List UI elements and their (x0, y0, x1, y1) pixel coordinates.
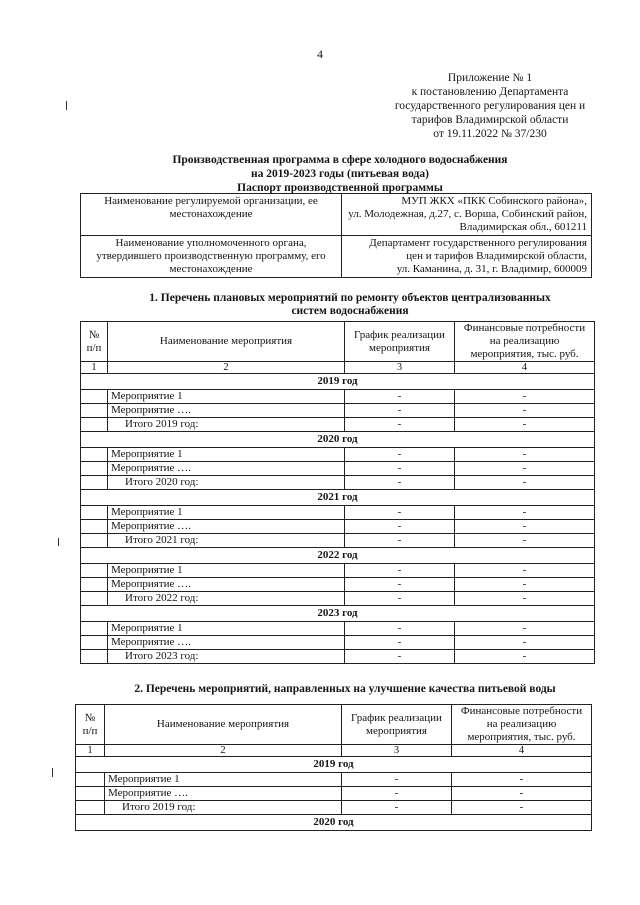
measure-name-cell: Мероприятие 1 (105, 773, 342, 787)
column-header: График реализации мероприятия (345, 322, 455, 362)
column-number-row (76, 745, 592, 757)
row-number-cell (81, 650, 108, 664)
column-number: 4 (452, 745, 592, 757)
table-row (81, 448, 595, 462)
passport-row (81, 194, 592, 236)
total-name-cell: Итого 2022 год: (108, 592, 345, 606)
section2-table-body (76, 705, 592, 831)
schedule-cell: - (345, 448, 455, 462)
passport-title: Паспорт производственной программы (237, 182, 443, 194)
passport-value-line: ул. Каманина, д. 31, г. Владимир, 600009 (396, 263, 587, 275)
schedule-cell: - (345, 650, 455, 664)
section1-table-body (81, 322, 595, 664)
total-name-cell: Итого 2020 год: (108, 476, 345, 490)
table-row (81, 650, 595, 664)
scan-mark (66, 101, 67, 110)
column-header: № п/п (81, 322, 108, 362)
row-number-cell (76, 787, 105, 801)
section2-title: 2. Перечень мероприятий, направленных на улучшение качества питьевой воды (134, 683, 556, 695)
measure-name-cell: Мероприятие …. (108, 636, 345, 650)
row-number-cell (76, 773, 105, 787)
table-row (81, 418, 595, 432)
finance-cell: - (455, 418, 595, 432)
year-label: 2022 год (81, 548, 595, 564)
finance-cell: - (455, 578, 595, 592)
year-row (81, 548, 595, 564)
passport-label: Наименование регулируемой организации, ее местонахождение (81, 194, 342, 236)
row-number-cell (81, 404, 108, 418)
passport-value-line: ул. Молодежная, д.27, с. Ворша, Собинский район, (348, 208, 587, 220)
table-header-row (76, 705, 592, 745)
year-row (81, 432, 595, 448)
finance-cell: - (455, 476, 595, 490)
appendix-line: государственного регулирования цен и (394, 100, 586, 112)
measure-name-cell: Мероприятие 1 (108, 448, 345, 462)
table-row (81, 462, 595, 476)
table-row (81, 476, 595, 490)
total-name-cell: Итого 2023 год: (108, 650, 345, 664)
year-label: 2020 год (81, 432, 595, 448)
schedule-cell: - (345, 418, 455, 432)
measure-name-cell: Мероприятие …. (108, 462, 345, 476)
finance-cell: - (455, 448, 595, 462)
passport-label: Наименование уполномоченного органа, утвердившего производственную программу, его местонахождение (81, 236, 342, 278)
finance-cell: - (455, 650, 595, 664)
program-title (60, 153, 620, 195)
schedule-cell: - (345, 462, 455, 476)
row-number-cell (81, 448, 108, 462)
scan-mark (52, 768, 53, 777)
passport-value-line: Владимирская обл., 601211 (459, 221, 587, 233)
year-row (81, 606, 595, 622)
row-number-cell (81, 564, 108, 578)
table-row (81, 390, 595, 404)
year-label: 2020 год (76, 815, 592, 831)
table-row (81, 564, 595, 578)
table-row (81, 622, 595, 636)
column-number-row (81, 362, 595, 374)
year-row (76, 815, 592, 831)
row-number-cell (81, 622, 108, 636)
column-number: 1 (76, 745, 105, 757)
finance-cell: - (455, 506, 595, 520)
row-number-cell (81, 506, 108, 520)
schedule-cell: - (345, 520, 455, 534)
total-name-cell: Итого 2019 год: (105, 801, 342, 815)
section1-title-line: систем водоснабжения (291, 305, 409, 317)
finance-cell: - (455, 636, 595, 650)
program-title-line: Производственная программа в сфере холодного водоснабжения (172, 154, 508, 166)
row-number-cell (81, 534, 108, 548)
appendix-line: от 19.11.2022 № 37/230 (433, 128, 547, 140)
section1-title (120, 292, 580, 318)
column-header: № п/п (76, 705, 105, 745)
year-row (81, 490, 595, 506)
year-label: 2023 год (81, 606, 595, 622)
table-row (81, 506, 595, 520)
finance-cell: - (455, 564, 595, 578)
passport-row (81, 236, 592, 278)
year-label: 2021 год (81, 490, 595, 506)
finance-cell: - (452, 787, 592, 801)
row-number-cell (81, 636, 108, 650)
table-row (81, 534, 595, 548)
row-number-cell (81, 592, 108, 606)
schedule-cell: - (345, 506, 455, 520)
column-header: Наименование мероприятия (105, 705, 342, 745)
table-row (76, 801, 592, 815)
table-row (81, 520, 595, 534)
finance-cell: - (455, 534, 595, 548)
schedule-cell: - (345, 404, 455, 418)
row-number-cell (81, 390, 108, 404)
measure-name-cell: Мероприятие 1 (108, 390, 345, 404)
page-number: 4 (317, 47, 323, 61)
schedule-cell: - (345, 578, 455, 592)
table-row (81, 404, 595, 418)
scan-mark (58, 538, 59, 546)
year-label: 2019 год (81, 374, 595, 390)
year-label: 2019 год (76, 757, 592, 773)
column-number: 1 (81, 362, 108, 374)
appendix-line: к постановлению Департамента (411, 86, 569, 98)
finance-cell: - (452, 801, 592, 815)
finance-cell: - (455, 404, 595, 418)
finance-cell: - (455, 390, 595, 404)
table-row (76, 773, 592, 787)
table-row (81, 592, 595, 606)
row-number-cell (81, 462, 108, 476)
column-number: 3 (342, 745, 452, 757)
column-number: 3 (345, 362, 455, 374)
measure-name-cell: Мероприятие 1 (108, 564, 345, 578)
column-header: Наименование мероприятия (108, 322, 345, 362)
row-number-cell (81, 418, 108, 432)
total-name-cell: Итого 2019 год: (108, 418, 345, 432)
column-number: 2 (108, 362, 345, 374)
table-header-row (81, 322, 595, 362)
schedule-cell: - (345, 636, 455, 650)
row-number-cell (81, 476, 108, 490)
column-header: Финансовые потребности на реализацию мероприятия, тыс. руб. (452, 705, 592, 745)
schedule-cell: - (345, 622, 455, 636)
table-row (76, 787, 592, 801)
schedule-cell: - (342, 787, 452, 801)
year-row (76, 757, 592, 773)
program-title-line: на 2019-2023 годы (питьевая вода) (251, 168, 429, 180)
passport-value-line: МУП ЖКХ «ПКК Собинского района», (401, 195, 587, 207)
passport-value (342, 194, 592, 236)
measure-name-cell: Мероприятие …. (108, 578, 345, 592)
row-number-cell (76, 801, 105, 815)
passport-table (80, 193, 592, 278)
appendix-header (380, 71, 600, 141)
column-number: 2 (105, 745, 342, 757)
finance-cell: - (455, 592, 595, 606)
schedule-cell: - (345, 534, 455, 548)
measure-name-cell: Мероприятие 1 (108, 622, 345, 636)
schedule-cell: - (345, 476, 455, 490)
finance-cell: - (455, 520, 595, 534)
row-number-cell (81, 578, 108, 592)
schedule-cell: - (342, 801, 452, 815)
schedule-cell: - (342, 773, 452, 787)
measure-name-cell: Мероприятие …. (105, 787, 342, 801)
measure-name-cell: Мероприятие …. (108, 404, 345, 418)
appendix-line: тарифов Владимирской области (411, 114, 569, 126)
table-row (81, 636, 595, 650)
schedule-cell: - (345, 592, 455, 606)
passport-value-line: цен и тарифов Владимирской области, (406, 250, 587, 262)
finance-cell: - (452, 773, 592, 787)
total-name-cell: Итого 2021 год: (108, 534, 345, 548)
passport-value (342, 236, 592, 278)
row-number-cell (81, 520, 108, 534)
measure-name-cell: Мероприятие 1 (108, 506, 345, 520)
column-header: График реализации мероприятия (342, 705, 452, 745)
finance-cell: - (455, 462, 595, 476)
section2-table (75, 704, 592, 831)
column-header: Финансовые потребности на реализацию мероприятия, тыс. руб. (455, 322, 595, 362)
year-row (81, 374, 595, 390)
measure-name-cell: Мероприятие …. (108, 520, 345, 534)
finance-cell: - (455, 622, 595, 636)
column-number: 4 (455, 362, 595, 374)
schedule-cell: - (345, 564, 455, 578)
appendix-line: Приложение № 1 (447, 72, 533, 84)
section1-table (80, 321, 595, 664)
schedule-cell: - (345, 390, 455, 404)
section1-title-line: 1. Перечень плановых мероприятий по ремонту объектов централизованных (149, 292, 551, 304)
table-row (81, 578, 595, 592)
passport-value-line: Департамент государственного регулирования (369, 237, 587, 249)
